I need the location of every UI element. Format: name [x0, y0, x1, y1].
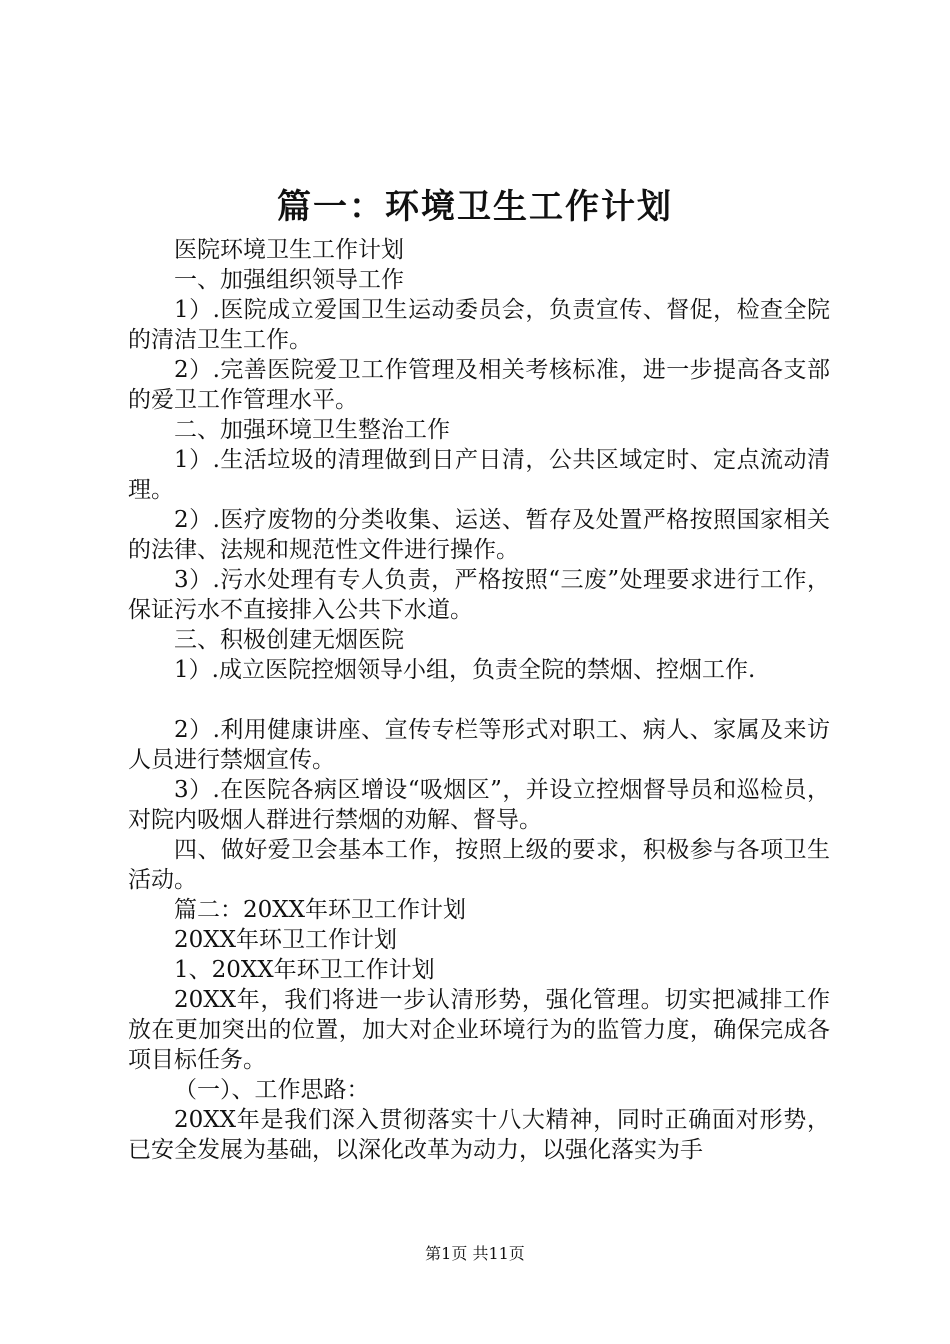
paragraph: 2）.利用健康讲座、宣传专栏等形式对职工、病人、家属及来访人员进行禁烟宣传。	[128, 717, 830, 773]
section-heading: 二、加强环境卫生整治工作	[174, 417, 450, 443]
document-title: 篇一：环境卫生工作计划	[277, 187, 673, 227]
paragraph: 20XX年是我们深入贯彻落实十八大精神，同时正确面对形势，已安全发展为基础，以深化改革为动力，以强化落实为手	[128, 1107, 830, 1163]
paragraph: 20XX年环卫工作计划	[174, 927, 398, 953]
paragraph: 医院环境卫生工作计划	[174, 237, 404, 263]
paragraph: 1）.医院成立爱国卫生运动委员会，负责宣传、督促，检查全院的清洁卫生工作。	[128, 297, 830, 353]
paragraph: 1）.成立医院控烟领导小组，负责全院的禁烟、控烟工作.	[174, 657, 756, 683]
paragraph: 3）.污水处理有专人负责，严格按照“三废”处理要求进行工作，保证污水不直接排入公共下水道。	[128, 567, 830, 623]
blank-line	[128, 685, 830, 715]
document-body	[128, 235, 830, 1165]
section-heading: 四、做好爱卫会基本工作，按照上级的要求，积极参与各项卫生活动。	[128, 837, 830, 893]
paragraph: 3）.在医院各病区增设“吸烟区”，并设立控烟督导员和巡检员，对院内吸烟人群进行禁烟的劝解、督导。	[128, 777, 830, 833]
paragraph: 20XX年，我们将进一步认清形势，强化管理。切实把减排工作放在更加突出的位置，加大对企业环境行为的监管力度，确保完成各项目标任务。	[128, 987, 830, 1073]
paragraph: 2）.医疗废物的分类收集、运送、暂存及处置严格按照国家相关的法律、法规和规范性文件进行操作。	[128, 507, 830, 563]
page-footer: 第1页 共11页	[425, 1244, 525, 1263]
section-heading: 三、积极创建无烟医院	[174, 627, 404, 653]
paragraph: 2）.完善医院爱卫工作管理及相关考核标准，进一步提高各支部的爱卫工作管理水平。	[128, 357, 830, 413]
section-heading: 篇二：20XX年环卫工作计划	[174, 897, 467, 923]
paragraph: 1、20XX年环卫工作计划	[174, 957, 435, 983]
section-heading: （一）、工作思路：	[174, 1077, 370, 1103]
paragraph: 1）.生活垃圾的清理做到日产日清，公共区域定时、定点流动清理。	[128, 447, 830, 503]
section-heading: 一、加强组织领导工作	[174, 267, 404, 293]
